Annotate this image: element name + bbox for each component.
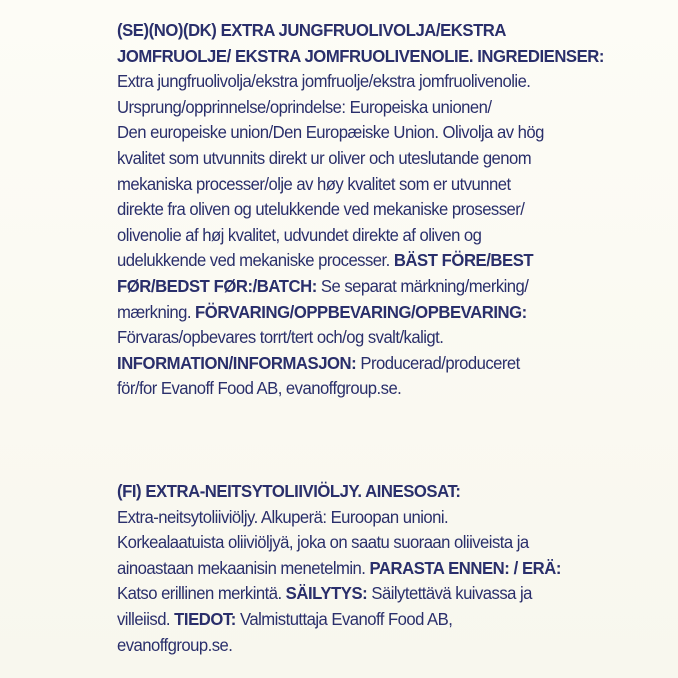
text-line <box>117 172 602 198</box>
text-line <box>117 376 602 402</box>
text-line <box>117 146 602 172</box>
bold-heading-text: BÄST FÖRE/BEST <box>393 250 534 271</box>
body-text: mekaniska processer/olje av høy kvalitet som er utvunnet <box>117 173 511 194</box>
body-text: udelukkende ved mekaniske processer. <box>117 250 394 271</box>
text-line <box>117 197 602 223</box>
body-text: Förvaras/opbevares torrt/tert och/og svalt/kaligt. <box>117 327 444 348</box>
body-text: Den europeiske union/Den Europæiske Union. Olivolja av hög <box>117 122 544 143</box>
text-line <box>117 120 602 146</box>
text-line <box>117 274 602 300</box>
bold-heading-text: JOMFRUOLJE/ EKSTRA JOMFRUOLIVENOLIE. INGREDIENSER: <box>117 45 605 66</box>
label-text-block-fi <box>117 479 602 658</box>
text-line <box>117 325 602 351</box>
bold-heading-text: (FI) EXTRA-NEITSYTOLIIVIÖLJY. AINESOSAT: <box>117 481 461 501</box>
body-text: Katso erillinen merkintä. <box>117 583 286 604</box>
text-line <box>117 479 602 505</box>
bold-heading-text: INFORMATION/INFORMASJON: <box>117 352 357 373</box>
bold-heading-text: SÄILYTYS: <box>285 583 368 604</box>
body-text: kvalitet som utvunnits direkt ur oliver och uteslutande genom <box>117 147 532 168</box>
text-line <box>117 633 602 659</box>
body-text: evanoffgroup.se. <box>117 634 233 655</box>
text-line <box>117 223 602 249</box>
text-line <box>117 248 602 274</box>
body-text: Ursprung/opprinnelse/oprindelse: Europeiska unionen/ <box>117 96 492 117</box>
text-line <box>117 18 602 44</box>
body-text: Extra-neitsytoliiviöljy. Alkuperä: Euroopan unioni. <box>117 506 449 527</box>
text-line <box>117 95 602 121</box>
text-line <box>117 556 602 582</box>
body-text: för/for Evanoff Food AB, evanoffgroup.se. <box>117 378 402 399</box>
text-line <box>117 300 602 326</box>
body-text: ainoastaan mekaanisin menetelmin. <box>117 557 370 578</box>
body-text: Säilytettävä kuivassa ja <box>367 583 532 604</box>
body-text: olivenolie af høj kvalitet, udvundet direkte af oliven og <box>117 224 482 245</box>
body-text: mærkning. <box>117 301 196 322</box>
bold-heading-text: (SE)(NO)(DK) EXTRA JUNGFRUOLIVOLJA/EKSTRA <box>117 20 507 40</box>
bold-heading-text: FÖRVARING/OPPBEVARING/OPBEVARING: <box>195 301 527 322</box>
body-text: Valmistuttaja Evanoff Food AB, <box>235 608 453 629</box>
bold-heading-text: FØR/BEDST FØR:/BATCH: <box>117 275 317 296</box>
label-text-block-se-no-dk <box>117 18 605 402</box>
bold-heading-text: PARASTA ENNEN: / ERÄ: <box>369 557 561 578</box>
body-text: direkte fra oliven og utelukkende ved mekaniske prosesser/ <box>117 199 525 220</box>
body-text: Producerad/produceret <box>356 352 520 373</box>
body-text: Se separat märkning/merking/ <box>316 275 529 296</box>
text-line <box>117 530 602 556</box>
text-line <box>117 505 602 531</box>
text-line <box>117 351 602 377</box>
body-text: Korkealaatuista oliiviöljyä, joka on saatu suoraan oliiveista ja <box>117 532 529 553</box>
text-line <box>117 69 602 95</box>
body-text: villeiisd. <box>117 608 175 629</box>
text-line <box>117 44 605 70</box>
body-text: Extra jungfruolivolja/ekstra jomfruolje/ekstra jomfruolivenolie. <box>117 71 531 92</box>
text-line <box>117 581 602 607</box>
text-line <box>117 607 602 633</box>
bold-heading-text: TIEDOT: <box>174 608 236 629</box>
